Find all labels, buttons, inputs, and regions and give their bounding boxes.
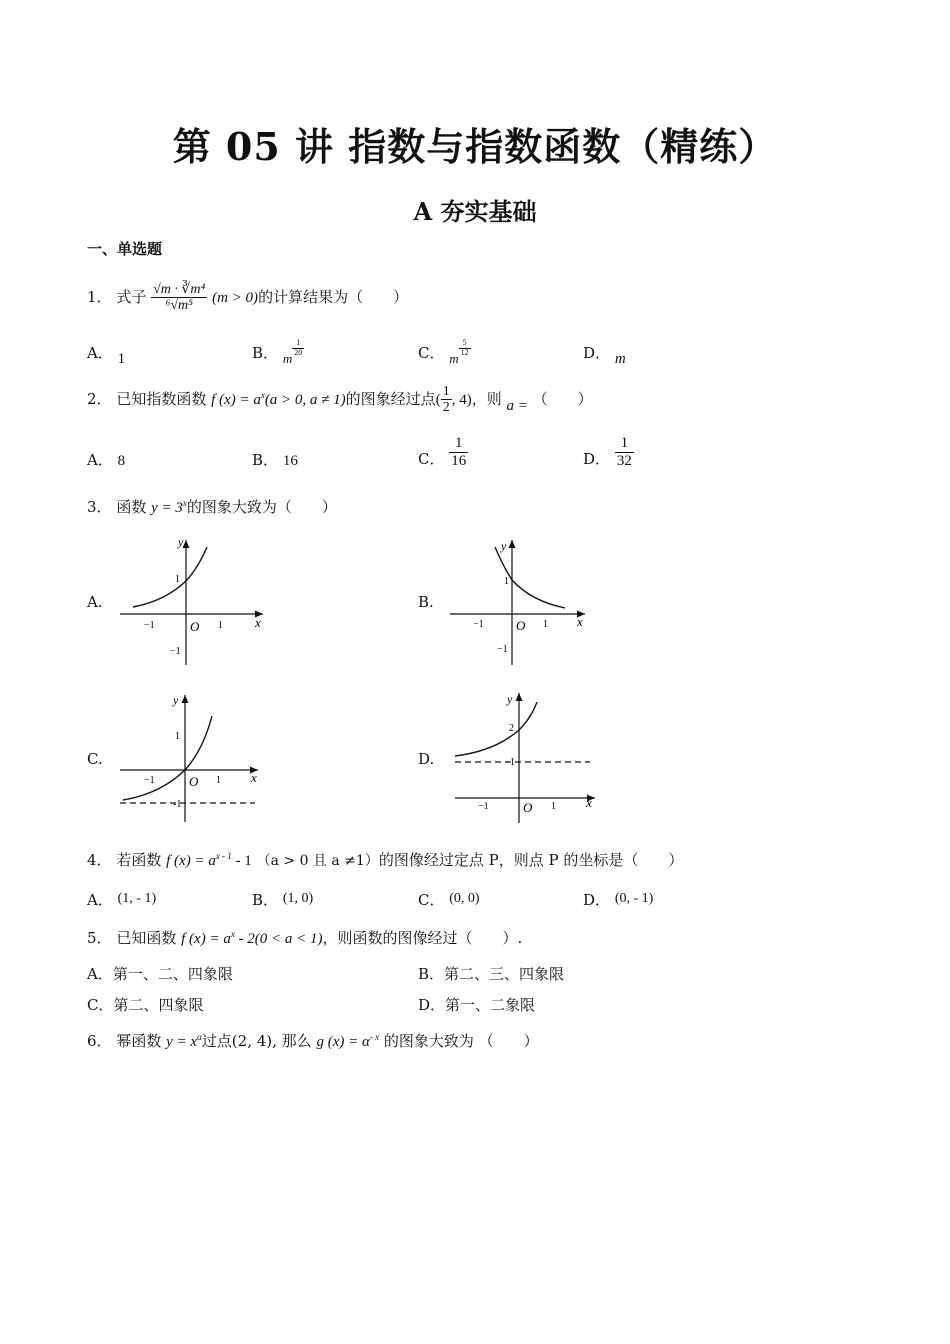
option-label: B． [252, 451, 279, 469]
option-value: (0, 0) [449, 891, 480, 906]
exp-denominator: 20 [294, 347, 303, 357]
exponent: x [230, 929, 235, 939]
option-label: D． [418, 996, 446, 1014]
y-tick-1: 1 [510, 757, 515, 768]
exponent: x [260, 389, 265, 400]
question-text-mid: 过点(2, 4), 那么 [201, 1032, 312, 1050]
option-value: 第二、四象限 [113, 996, 204, 1014]
option-label: B． [252, 891, 279, 909]
x-label: x [577, 614, 583, 629]
option-c[interactable] [418, 435, 468, 469]
y-label: y [173, 693, 179, 707]
x-tick-minus-1: −1 [144, 620, 155, 631]
origin-label: O [523, 800, 533, 815]
fraction-numerator: √m · ∛m⁴ [153, 282, 206, 297]
function-tail: - 1 [231, 853, 252, 869]
option-value: 8 [117, 453, 126, 469]
exp-denominator: 12 [460, 347, 469, 357]
y-label: y [507, 692, 513, 706]
question-number: 2． [87, 389, 112, 408]
question-suffix: （ ） [532, 389, 593, 408]
exponent-fraction [459, 339, 471, 358]
option-fraction [615, 435, 634, 469]
option-value: (1, 0) [282, 891, 314, 906]
x-tick-1: 1 [543, 619, 548, 630]
question-3 [87, 496, 337, 517]
question-number: 1． [87, 287, 112, 306]
page-title: 第 05 讲 指数与指数函数（精练） [172, 124, 778, 169]
option-d[interactable] [418, 750, 434, 768]
option-c[interactable] [418, 337, 471, 366]
question-text: 若函数 [116, 851, 162, 869]
question-text: 函数 [116, 498, 147, 516]
exponent: x [182, 498, 187, 508]
option-a[interactable] [87, 342, 126, 367]
origin-label: O [516, 618, 526, 633]
question-4 [87, 849, 683, 870]
option-label: A． [87, 965, 113, 983]
graph-option-a[interactable] [115, 535, 270, 670]
point-denominator: 2 [442, 400, 450, 416]
function-expression: f (x) = a [181, 931, 231, 947]
option-a[interactable] [87, 963, 233, 984]
function-expression: y = 3 [151, 500, 183, 516]
option-c[interactable] [87, 750, 103, 768]
section-heading: 一、单选题 [87, 240, 163, 258]
question-text-mid: 的图象经过点 [345, 389, 436, 408]
option-label: D． [583, 891, 611, 909]
graph-option-c[interactable] [115, 690, 270, 825]
question-text: 幂函数 [116, 1032, 162, 1050]
point-numerator: 1 [442, 384, 450, 399]
option-label: C． [87, 996, 114, 1014]
option-label: C. [87, 750, 103, 768]
x-tick-1: 1 [216, 775, 221, 786]
question-number: 4． [87, 851, 112, 869]
condition: (m > 0) [212, 289, 259, 306]
option-a[interactable] [87, 886, 156, 907]
option-value: (1, - 1) [117, 891, 157, 906]
y-tick-1: 1 [504, 576, 509, 587]
function-g: g (x) = α [316, 1034, 370, 1050]
y-tick-minus-1: -1 [173, 799, 182, 810]
option-b[interactable] [252, 337, 304, 366]
y-label: y [178, 535, 184, 549]
option-label: C． [418, 891, 445, 909]
function-expression: f (x) = a [211, 391, 261, 408]
option-value: 第二、三、四象限 [444, 965, 565, 983]
option-b[interactable] [418, 593, 434, 611]
fraction-numerator: 1 [615, 435, 634, 453]
exponent: α [197, 1032, 202, 1042]
y-axis-arrow [509, 540, 516, 548]
point-close: , 4) [451, 391, 472, 408]
question-suffix: 的计算结果为（ ） [258, 287, 409, 306]
question-suffix: ，则函数的图像经过（ ）. [322, 929, 523, 947]
option-label: C． [418, 344, 445, 362]
y-tick-1: 1 [175, 731, 180, 742]
option-d[interactable] [583, 435, 634, 469]
option-label: A． [87, 344, 113, 362]
option-value: 1 [117, 351, 126, 367]
question-1 [87, 282, 408, 314]
option-c[interactable] [418, 886, 480, 907]
option-label: D. [418, 750, 435, 768]
exp-numerator: 1 [292, 339, 304, 349]
y-tick-minus-1: −1 [497, 644, 508, 655]
y-label: y [501, 539, 507, 553]
exponent: x - 1 [215, 851, 232, 861]
question-5 [87, 927, 522, 948]
question-text: 式子 [116, 287, 147, 306]
option-label: D． [583, 344, 611, 362]
fraction-numerator: 1 [449, 435, 468, 453]
question-number: 3． [87, 498, 112, 516]
point-open: ( [435, 391, 441, 408]
option-b[interactable] [252, 449, 298, 470]
variable: a = [506, 397, 528, 414]
option-c[interactable] [87, 994, 204, 1015]
exponent-fraction [292, 339, 304, 358]
option-b[interactable] [418, 963, 564, 984]
question-text: 已知指数函数 [116, 389, 207, 408]
question-2 [87, 384, 593, 416]
option-d[interactable] [418, 994, 535, 1015]
fraction-denominator: 16 [451, 452, 467, 469]
option-value: 第一、二、四象限 [112, 965, 233, 983]
option-d[interactable] [583, 342, 626, 367]
y-tick-1: 1 [175, 574, 180, 585]
graph-option-b[interactable] [445, 535, 600, 670]
condition: (a > 0, a ≠ 1) [264, 391, 346, 408]
fraction-denominator: ⁶√m⁵ [165, 298, 193, 314]
function-tail: - 2(0 < a < 1) [234, 931, 323, 947]
question-suffix: 的图像经过定点 P，则点 P 的坐标是（ ） [378, 851, 684, 869]
option-label: D． [583, 450, 611, 468]
question-number: 5． [87, 929, 112, 947]
question-text: 已知函数 [116, 929, 177, 947]
option-label: B． [252, 344, 279, 362]
option-label: A. [87, 593, 103, 611]
fraction-denominator: 32 [616, 452, 632, 469]
option-fraction [449, 435, 468, 469]
y-axis-arrow [516, 693, 523, 701]
y-axis-arrow [183, 540, 190, 548]
x-tick-1: 1 [218, 620, 223, 631]
power-function: y = x [166, 1034, 198, 1050]
option-b[interactable] [252, 886, 313, 907]
curve [455, 702, 537, 756]
y-tick-minus-1: −1 [170, 646, 181, 657]
x-tick-minus-1: −1 [144, 775, 155, 786]
origin-label: O [190, 619, 200, 634]
question-number: 6． [87, 1032, 112, 1050]
curve [123, 716, 212, 800]
option-label: B. [418, 593, 434, 611]
function-expression: f (x) = a [166, 853, 216, 869]
graph-option-d[interactable] [450, 688, 600, 828]
option-value: m [449, 351, 459, 366]
y-axis-arrow [182, 695, 189, 703]
option-d[interactable] [583, 886, 653, 907]
option-value: 16 [282, 453, 298, 469]
option-value: (0, - 1) [614, 891, 654, 906]
option-a[interactable] [87, 593, 103, 611]
x-tick-minus-1: −1 [473, 619, 484, 630]
question-suffix: 的图象大致为 （ ） [383, 1032, 539, 1050]
x-tick-minus-1: −1 [478, 801, 489, 812]
option-label: A． [87, 451, 113, 469]
y-tick-2: 2 [509, 723, 514, 734]
question-6 [87, 1030, 539, 1051]
x-tick-1: 1 [551, 801, 556, 812]
exp-numerator: 5 [459, 339, 471, 349]
x-label: x [255, 615, 261, 630]
option-value: m [614, 351, 626, 367]
question-text-then: ，则 [471, 389, 502, 408]
option-value: m [282, 351, 293, 366]
option-label: C． [418, 450, 445, 468]
origin-label: O [189, 774, 199, 789]
exponent: - x [369, 1032, 380, 1042]
x-label: x [586, 795, 592, 810]
option-label: A． [87, 891, 113, 909]
x-label: x [251, 770, 257, 785]
section-subtitle: A 夯实基础 [413, 197, 537, 226]
point-fraction [441, 384, 452, 416]
question-suffix: 的图象大致为（ ） [186, 498, 337, 516]
fraction-expression [151, 282, 207, 314]
option-value: 第一、二象限 [445, 996, 536, 1014]
curve [133, 547, 207, 607]
option-label: B． [418, 965, 445, 983]
option-a[interactable] [87, 449, 125, 470]
condition: （a > 0 且 a ≠1） [256, 853, 379, 869]
